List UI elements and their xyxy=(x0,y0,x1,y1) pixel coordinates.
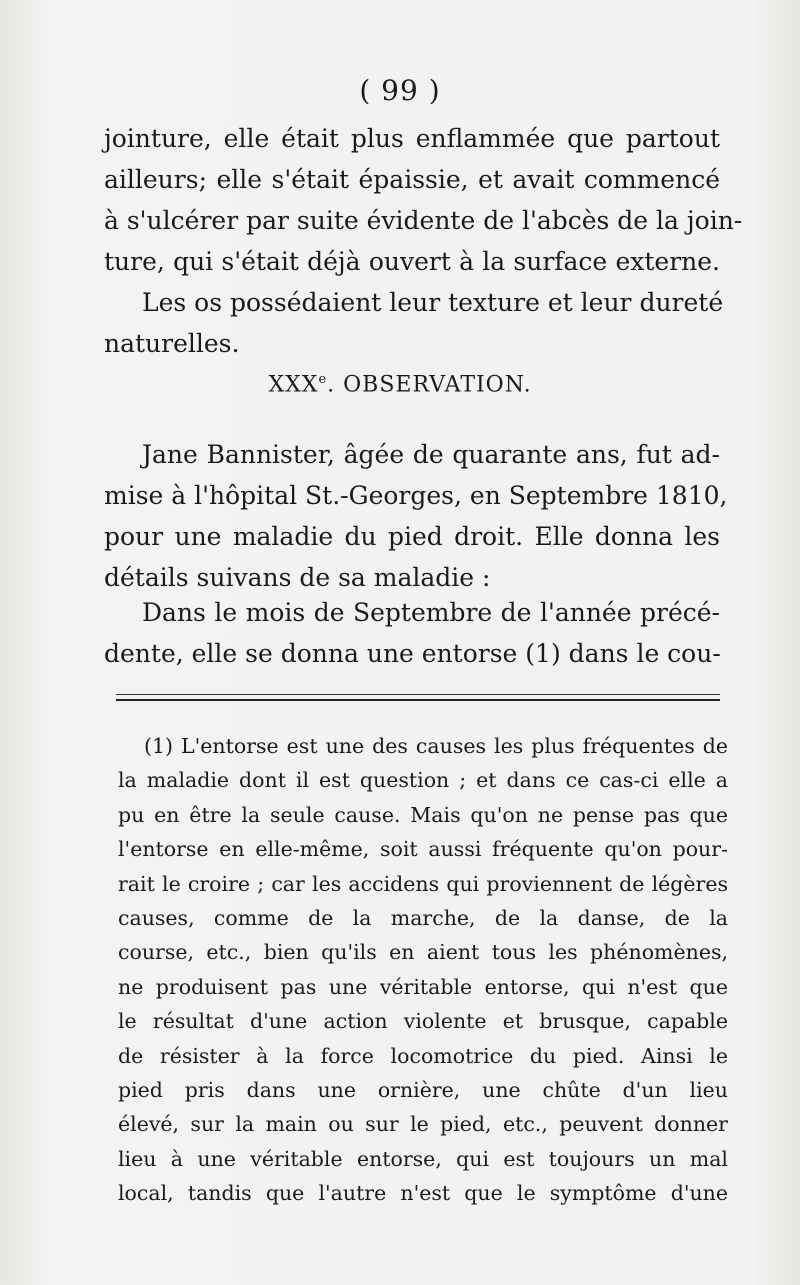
text-line: dente, elle se donna une entorse (1) dans le cou- xyxy=(104,639,721,668)
page-number: ( 99 ) xyxy=(359,74,441,107)
footnote-line: de résister à la force locomotrice du pied. Ainsi le xyxy=(118,1043,728,1068)
text-line: Les os possédaient leur texture et leur dureté xyxy=(142,288,724,317)
heading-title: . OBSERVATION. xyxy=(327,372,532,398)
footnote-line: l'entorse en elle-même, soit aussi fréquente qu'on pour- xyxy=(118,837,728,862)
footnote-divider xyxy=(116,694,720,701)
heading-numeral: XXX xyxy=(268,372,319,398)
footnote-line: pu en être la seule cause. Mais qu'on ne pense pas que xyxy=(118,802,728,827)
text-line: ailleurs; elle s'était épaissie, et avait commencé xyxy=(104,165,720,194)
paragraph-bones xyxy=(104,282,724,364)
footnote-line: le résultat d'une action violente et brusque, capable xyxy=(118,1009,728,1034)
footnote-line: élevé, sur la main ou sur le pied, etc., peuvent donner xyxy=(118,1112,728,1137)
text-line: pour une maladie du pied droit. Elle donna les xyxy=(104,522,720,551)
section-heading xyxy=(0,372,800,397)
footnote-line: pied pris dans une ornière, une chûte d'un lieu xyxy=(118,1078,728,1103)
paragraph-history xyxy=(104,592,720,674)
footnote-line: ne produisent pas une véritable entorse, qui n'est que xyxy=(118,974,728,999)
paragraph-continuation xyxy=(104,118,743,282)
text-line: détails suivans de sa maladie : xyxy=(104,563,491,592)
footnote-line: causes, comme de la marche, de la danse, de la xyxy=(118,906,728,931)
text-line: jointure, elle était plus enflammée que partout xyxy=(104,124,720,153)
footnote-line: local, tandis que l'autre n'est que le symptôme d'une xyxy=(118,1181,728,1206)
footnote-line: course, etc., bien qu'ils en aient tous les phénomènes, xyxy=(118,940,728,965)
footnote-line: la maladie dont il est question ; et dans ce cas-ci elle a xyxy=(118,768,728,793)
heading-superscript: e xyxy=(318,372,328,387)
footnote-line: lieu à une véritable entorse, qui est toujours un mal xyxy=(118,1146,728,1171)
text-line: ture, qui s'était déjà ouvert à la surface externe. xyxy=(104,247,720,276)
text-line: mise à l'hôpital St.-Georges, en Septembre 1810, xyxy=(104,481,728,510)
text-line: Jane Bannister, âgée de quarante ans, fut ad- xyxy=(142,440,720,469)
footnote-line: rait le croire ; car les accidens qui proviennent de légères xyxy=(118,871,728,896)
text-line: à s'ulcérer par suite évidente de l'abcès de la join- xyxy=(104,206,743,235)
text-line: Dans le mois de Septembre de l'année précé- xyxy=(142,598,720,627)
footnote xyxy=(118,729,728,1211)
footnote-line: (1) L'entorse est une des causes les plus fréquentes de xyxy=(144,734,728,758)
paragraph-patient xyxy=(104,434,728,598)
text-line: naturelles. xyxy=(104,329,240,358)
